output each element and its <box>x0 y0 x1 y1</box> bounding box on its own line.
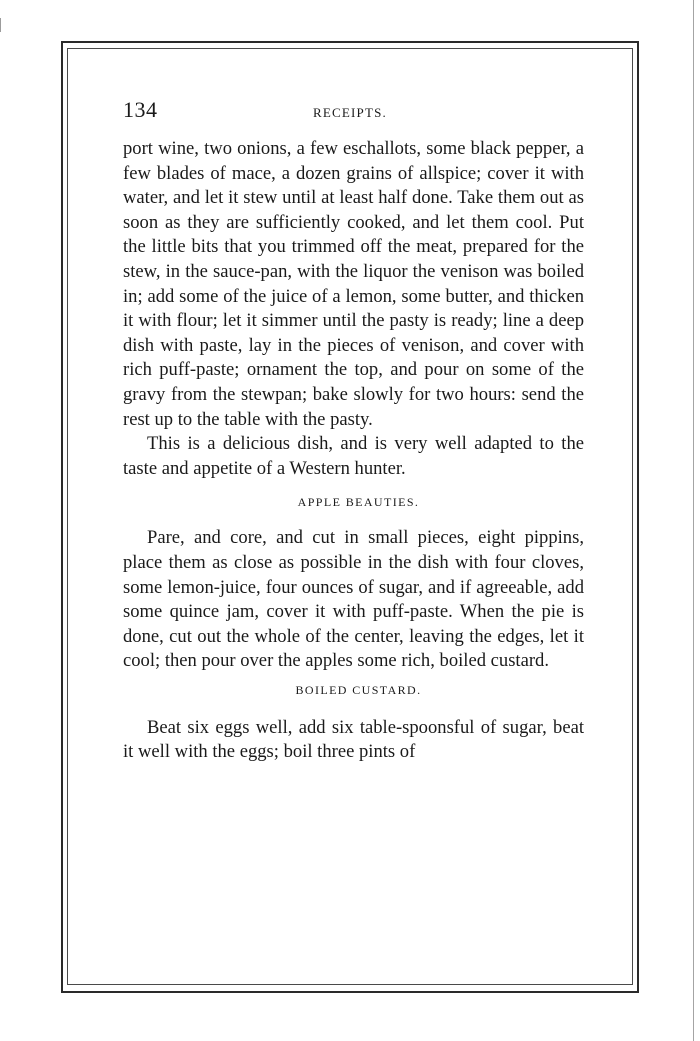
scan-edge-mark <box>0 18 1 32</box>
paragraph-venison-note: This is a delicious dish, and is very well adapted to the taste and appetite of a Western hunter. <box>123 433 584 479</box>
page-number: 134 <box>123 97 158 122</box>
page-content <box>123 97 584 765</box>
paragraph-venison-pasty: port wine, two onions, a few eschallots, some black pepper, a few blades of mace, a dozen grains of allspice; cover it with water, and let it stew until at least half done. Take them out as soon as they are sufficiently cooked, and let them cool. Put the little bits that you trimmed off the meat, prepared for the stew, in the sauce-pan, with the liquor the venison was boiled in; add some of the juice of a lemon, some butter, and thicken it with flour; let it simmer until the pasty is ready; line a deep dish with paste, lay in the pieces of venison, and cover with rich puff-paste; ornament the top, and pour on some of the gravy from the stewpan; bake slowly for two hours: send the rest up to the table with the pasty. <box>123 138 584 430</box>
running-title: RECEIPTS. <box>313 105 388 120</box>
heading-apple-beauties: APPLE BEAUTIES. <box>297 495 420 510</box>
heading-boiled-custard: BOILED CUSTARD. <box>295 682 422 697</box>
running-head <box>123 97 584 137</box>
paragraph-apple-beauties: Pare, and core, and cut in small pieces, eight pippins, place them as close as possible in the dish with four cloves, some lemon-juice, four ounces of sugar, and if agreeable, add some quince jam, cover it with puff-paste. When the pie is done, cut out the whole of the center, leaving the edges, let it cool; then pour over the apples some rich, boiled custard. <box>123 527 584 672</box>
scan-right-edge <box>693 0 694 1041</box>
paragraph-boiled-custard: Beat six eggs well, add six table-spoonsful of sugar, beat it well with the eggs; boil three pints of <box>123 716 584 763</box>
